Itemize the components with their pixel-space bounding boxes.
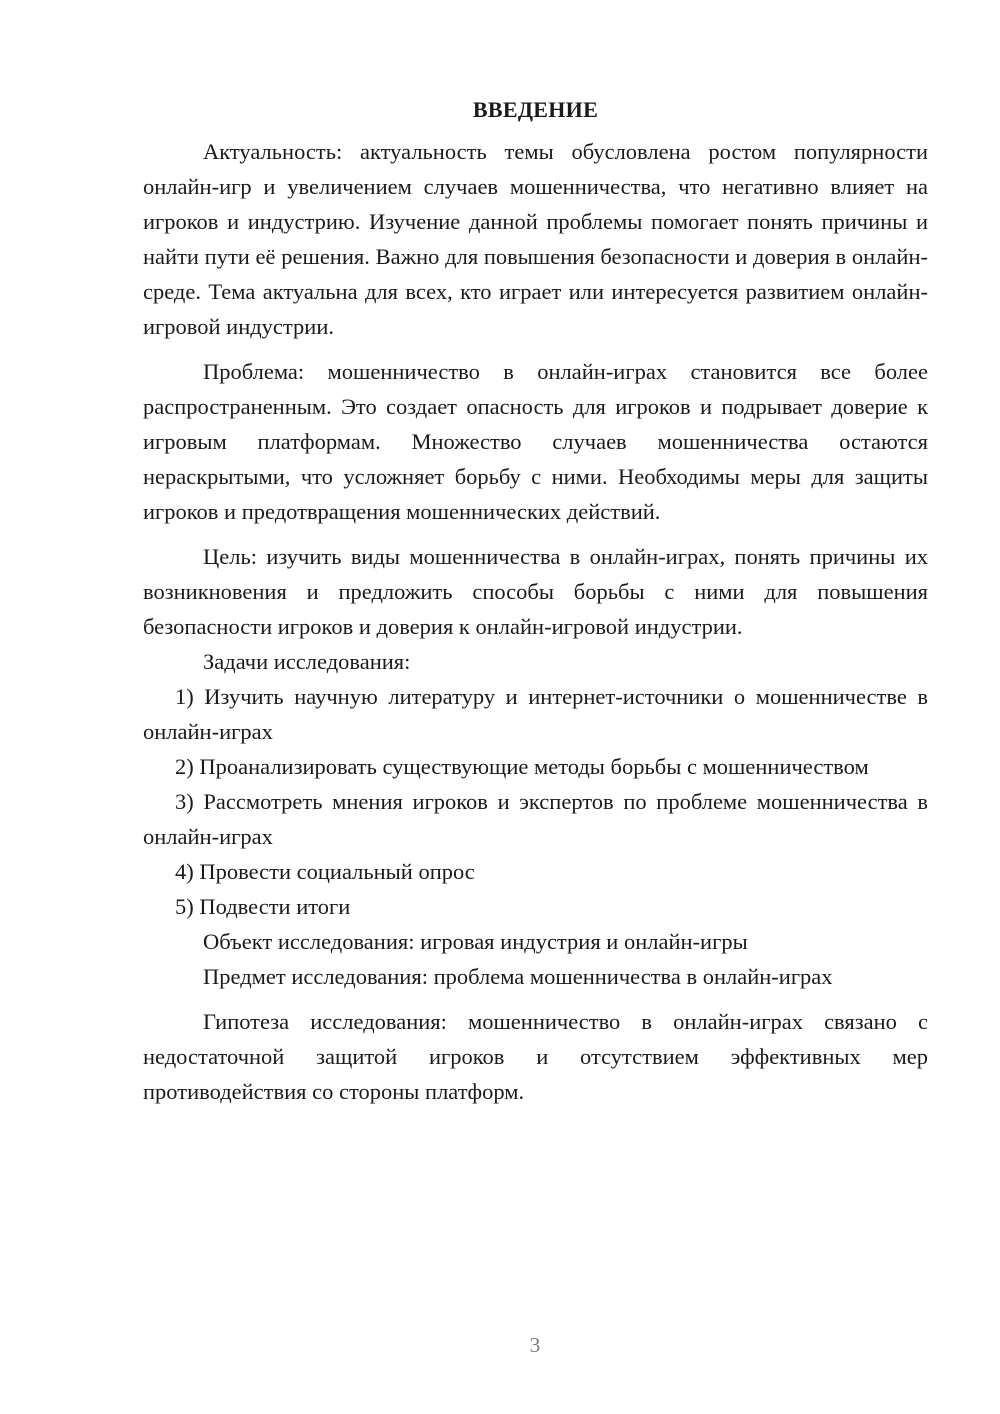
research-subject: Предмет исследования: проблема мошенничества в онлайн-играх — [203, 964, 833, 989]
research-hypothesis: Гипотеза исследования: мошенничество в онлайн-играх связано с недостаточной защитой игроков и отсутствием эффективных мер противодействия со стороны платформ. — [143, 1009, 928, 1104]
task-item-4: 4) Провести социальный опрос — [175, 859, 475, 884]
page-number: 3 — [529, 1333, 541, 1357]
task-item-5: 5) Подвести итоги — [175, 894, 351, 919]
tasks-heading: Задачи исследования: — [203, 649, 411, 674]
section-title: ВВЕДЕНИЕ — [472, 97, 599, 122]
problem-paragraph: Проблема: мошенничество в онлайн-играх становится все более распространенным. Это создает опасность для игроков и подрывает доверие к игровым платформам. Множество случаев мошенничества остаются нераскрытыми, что усложняет борьбу с ними. Необходимы меры для защиты игроков и предотвращения мошеннических действий. — [143, 359, 928, 524]
task-item-3: 3) Рассмотреть мнения игроков и экспертов по проблеме мошенничества в онлайн-играх — [143, 789, 928, 849]
page-content — [143, 92, 928, 1109]
goal-paragraph: Цель: изучить виды мошенничества в онлайн-играх, понять причины их возникновения и предложить способы борьбы с ними для повышения безопасности игроков и доверия к онлайн-игровой индустрии. — [143, 544, 928, 639]
research-object: Объект исследования: игровая индустрия и онлайн-игры — [203, 929, 748, 954]
task-item-2: 2) Проанализировать существующие методы борьбы с мошенничеством — [175, 754, 869, 779]
relevance-paragraph: Актуальность: актуальность темы обусловлена ростом популярности онлайн-игр и увеличением случаев мошенничества, что негативно влияет на игроков и индустрию. Изучение данной проблемы помогает понять причины и найти пути её решения. Важно для повышения безопасности и доверия в онлайн-среде. Тема актуальна для всех, кто играет или интересуется развитием онлайн-игровой индустрии. — [143, 139, 928, 339]
task-item-1: 1) Изучить научную литературу и интернет-источники о мошенничестве в онлайн-играх — [143, 684, 928, 744]
